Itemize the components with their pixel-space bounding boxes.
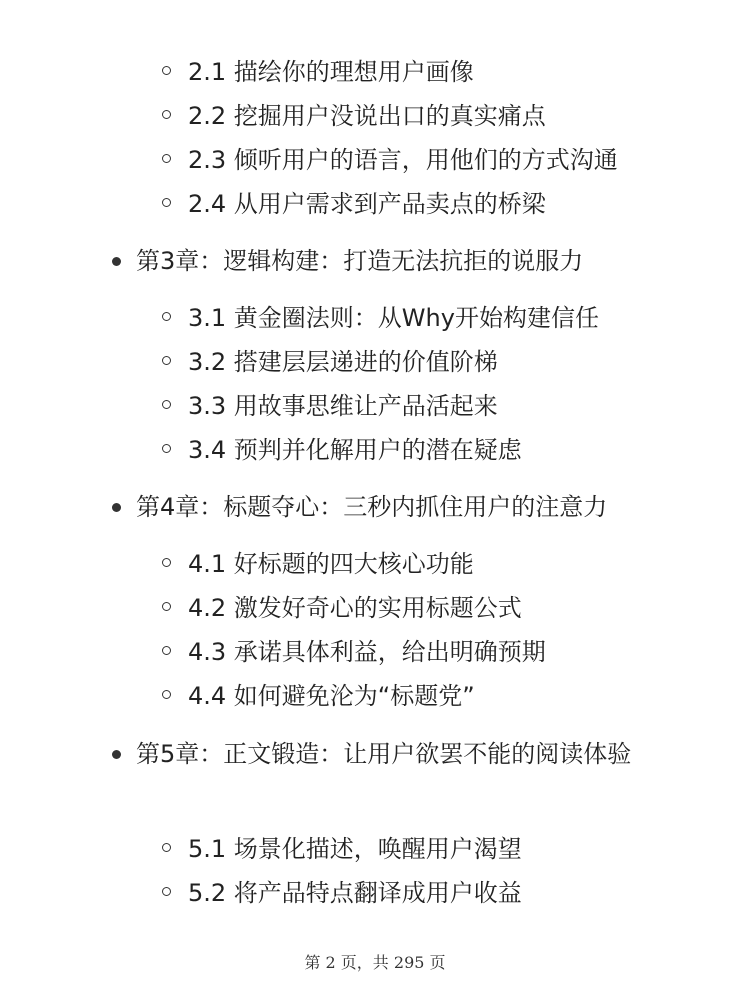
hollow-bullet-icon xyxy=(162,198,171,207)
hollow-bullet-icon xyxy=(162,66,171,75)
hollow-bullet-icon xyxy=(162,843,171,852)
sub-list-chapter-5 xyxy=(162,827,522,915)
list-item-text: 2.1 描绘你的理想用户画像 xyxy=(188,58,474,86)
list-item-text: 4.1 好标题的四大核心功能 xyxy=(188,550,474,578)
hollow-bullet-icon xyxy=(162,444,171,453)
chapter-title: 第5章：正文锻造：让用户欲罢不能的阅读体验 xyxy=(136,740,632,768)
list-item-text: 4.3 承诺具体利益，给出明确预期 xyxy=(188,638,546,666)
list-item xyxy=(162,586,546,630)
hollow-bullet-icon xyxy=(162,400,171,409)
list-item-text: 3.4 预判并化解用户的潜在疑虑 xyxy=(188,436,522,464)
list-item-text: 2.2 挖掘用户没说出口的真实痛点 xyxy=(188,102,546,130)
list-item xyxy=(162,871,522,915)
hollow-bullet-icon xyxy=(162,356,171,365)
list-item-text: 4.4 如何避免沦为“标题党” xyxy=(188,682,475,710)
list-item-text: 3.3 用故事思维让产品活起来 xyxy=(188,392,498,420)
filled-bullet-icon xyxy=(112,503,121,512)
hollow-bullet-icon xyxy=(162,602,171,611)
hollow-bullet-icon xyxy=(162,887,171,896)
hollow-bullet-icon xyxy=(162,312,171,321)
list-item-text: 3.1 黄金圈法则：从Why开始构建信任 xyxy=(188,304,599,332)
list-item xyxy=(162,340,599,384)
sub-list-chapter-2 xyxy=(162,50,618,226)
list-item-text: 3.2 搭建层层递进的价值阶梯 xyxy=(188,348,498,376)
list-item-text: 2.4 从用户需求到产品卖点的桥梁 xyxy=(188,190,546,218)
list-item xyxy=(162,50,618,94)
list-item xyxy=(162,94,618,138)
list-item xyxy=(162,827,522,871)
list-item xyxy=(162,630,546,674)
chapter-heading xyxy=(112,733,666,775)
list-item xyxy=(162,674,546,718)
list-item-text: 2.3 倾听用户的语言，用他们的方式沟通 xyxy=(188,146,618,174)
chapter-heading xyxy=(112,486,696,528)
filled-bullet-icon xyxy=(112,257,121,266)
list-item xyxy=(162,138,618,182)
hollow-bullet-icon xyxy=(162,690,171,699)
hollow-bullet-icon xyxy=(162,646,171,655)
list-item xyxy=(162,542,546,586)
list-item xyxy=(162,384,599,428)
hollow-bullet-icon xyxy=(162,110,171,119)
chapter-title: 第4章：标题夺心：三秒内抓住用户的注意力 xyxy=(136,493,608,521)
hollow-bullet-icon xyxy=(162,154,171,163)
page-footer: 第 2 页，共 295 页 xyxy=(304,953,446,972)
list-item-text: 4.2 激发好奇心的实用标题公式 xyxy=(188,594,522,622)
chapter-heading xyxy=(112,240,696,282)
list-item xyxy=(162,296,599,340)
list-item xyxy=(162,182,618,226)
chapter-title: 第3章：逻辑构建：打造无法抗拒的说服力 xyxy=(136,247,584,275)
sub-list-chapter-3 xyxy=(162,296,599,472)
filled-bullet-icon xyxy=(112,750,121,759)
list-item-text: 5.1 场景化描述，唤醒用户渴望 xyxy=(188,835,522,863)
list-item xyxy=(162,428,599,472)
list-item-text: 5.2 将产品特点翻译成用户收益 xyxy=(188,879,522,907)
hollow-bullet-icon xyxy=(162,558,171,567)
sub-list-chapter-4 xyxy=(162,542,546,718)
